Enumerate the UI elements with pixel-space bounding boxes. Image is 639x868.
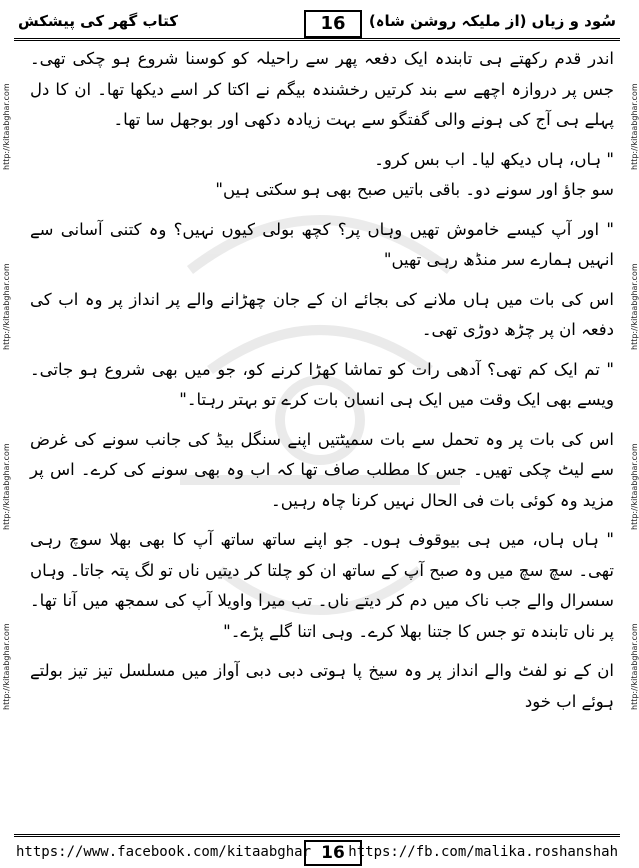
side-link: http://kitaabghar.com [2,263,11,350]
paragraph: " اور آپ کیسے خاموش تھیں وہاں پر؟ کچھ بولی کیوں نہیں؟ وہ کتنی آسانی سے انہیں ہمارے سر منڈھ رہی تھیں" [30,219,614,269]
book-title: سُود و زیاں (از ملیکہ روشن شاہ) [368,12,616,30]
paragraph: اس کی بات میں ہاں ملانے کی بجائے ان کے جان چھڑانے والے پر انداز پر وہ اب کی دفعہ ان پر چڑھ دوڑی تھی۔ [30,289,614,339]
right-side-links [620,60,639,830]
footer-divider [14,834,620,837]
side-link: http://kitaabghar.com [2,83,11,170]
side-link: http://kitaabghar.com [2,443,11,530]
footer-page-number: 16 [304,840,362,866]
paragraph: " ہاں، ہاں دیکھ لیا۔ اب بس کرو۔ [374,149,614,169]
side-link: http://kitaabghar.com [630,443,639,530]
paragraph: ان کے نو لفٹ والے انداز پر وہ سیخ پا ہوتی دبی دبی آواز میں مسلسل تیز تیز بولتے ہوئے اب خود [30,661,614,711]
page-footer [14,840,620,864]
paragraph: سو جاؤ اور سونے دو۔ باقی باتیں صبح بھی ہو سکتی ہیں" [215,180,614,199]
paragraph: اس کی بات پر وہ تحمل سے بات سمیٹتیں اپنے سنگل بیڈ کی جانب سونے کی غرض سے لیٹ چکی تھیں۔ جس کا مطلب صاف تھا کہ اب وہ بھی سونے کی کرے۔ اس پر مزید وہ کوئی بات فی الحال نہیں کرنا چاہ رہیں۔ [30,429,614,510]
paragraph: " ہاں ہاں، میں ہی بیوقوف ہوں۔ جو اپنے ساتھ ساتھ آپ کا بھی بھلا سوچ رہی تھی۔ سچ سچ میں وہ صبح آپ کے ساتھ ان کو چلتا کر دیتیں ناں تو لگ پتہ جاتا۔ وہاں سسرال والے جب ناک میں دم کر دیتے ناں۔ تب میرا واویلا آپ کی سمجھ میں آنا تھا۔ پر ناں تابندہ تو جس کا جتنا بھلا کرے۔ وہی اتنا گلے پڑے۔" [30,530,614,641]
paragraph: اندر قدم رکھتے ہی تابندہ ایک دفعہ پھر سے راحیلہ کو کوسنا شروع ہو چکی تھی۔ جس پر دروازہ اچھے سے بند کرتیں رخشندہ بیگم نے اکتا کر اسے دیکھا تھا۔ ان کا دل پہلے ہی آج کی ہونے والی گفتگو سے بہت زیادہ دکھی اور بوجھل سا تھا۔ [30,49,614,129]
side-link: http://kitaabghar.com [630,623,639,710]
story-text [30,44,614,726]
publisher-title: کتاب گھر کی پیشکش [18,12,179,30]
author-link[interactable]: https://fb.com/malika.roshanshah [348,844,618,860]
facebook-link[interactable]: https://www.facebook.com/kitaabghar [16,844,312,860]
side-link: http://kitaabghar.com [630,263,639,350]
header-divider [14,38,620,41]
left-side-links [2,60,14,830]
page-header [14,6,620,36]
side-link: http://kitaabghar.com [630,83,639,170]
header-page-number: 16 [304,10,362,38]
paragraph: " تم ایک کم تھی؟ آدھی رات کو تماشا کھڑا کرنے کو، جو میں بھی شروع ہو جاتی۔ ویسے بھی ایک وقت میں ایک ہی انسان بات کرے تو بہتر رہتا۔" [30,359,614,409]
side-link: http://kitaabghar.com [2,623,11,710]
